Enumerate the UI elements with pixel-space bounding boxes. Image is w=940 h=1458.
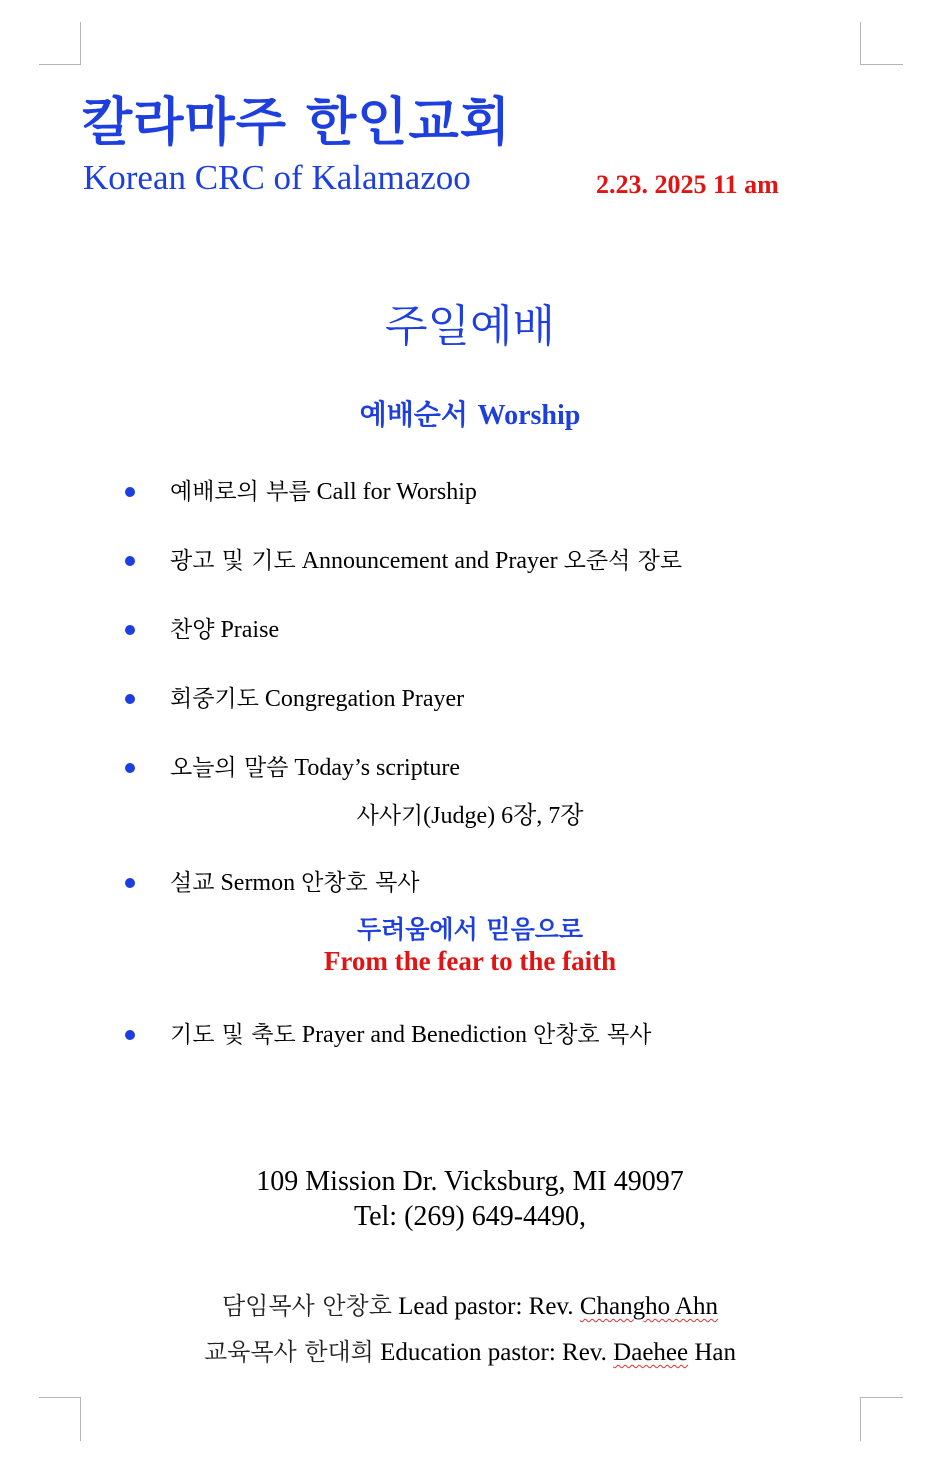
church-name-korean: 칼라마주 한인교회 (82, 93, 511, 153)
church-address: 109 Mission Dr. Vicksburg, MI 49097 (256, 1166, 684, 1197)
crop-mark-tr-v (860, 22, 861, 65)
crop-mark-br-h (860, 1397, 903, 1398)
list-item-text: 기도 및 축도 Prayer and Benediction 안창호 목사 (170, 1022, 652, 1048)
list-item-text: 오늘의 말씀 Today’s scripture (170, 755, 461, 781)
order-heading-korean: 예배순서 (359, 398, 468, 431)
list-item (0, 611, 940, 647)
bullet-icon (125, 625, 135, 635)
education-pastor: 교육목사 한대희 Education pastor: Rev. Daehee Han (203, 1338, 737, 1366)
bullet-icon (125, 878, 135, 888)
church-phone: Tel: (269) 649-4490, (353, 1201, 587, 1232)
crop-mark-tl-v (80, 22, 81, 65)
order-heading (0, 393, 940, 433)
crop-mark-tl-h (39, 64, 81, 65)
bullet-icon (125, 556, 135, 566)
crop-mark-tr-h (860, 64, 903, 65)
bullet-icon (125, 763, 135, 773)
list-item-text: 광고 및 기도 Announcement and Prayer 오준석 장로 (170, 548, 683, 574)
list-item-text: 예배로의 부름 Call for Worship (170, 479, 477, 505)
crop-mark-br-v (860, 1397, 861, 1441)
church-name-english: Korean CRC of Kalamazoo (83, 158, 471, 197)
list-item (0, 473, 940, 509)
list-item-text: 설교 Sermon 안창호 목사 (170, 870, 420, 896)
bullet-icon (125, 487, 135, 497)
crop-mark-bl-v (80, 1397, 81, 1441)
lead-pastor-name: Changho Ahn (579, 1293, 719, 1320)
list-item (0, 680, 940, 716)
scripture-reference: 사사기(Judge) 6장, 7장 (356, 803, 584, 829)
list-item (0, 1016, 940, 1052)
sermon-title-english: From the fear to the faith (323, 946, 617, 976)
service-title: 주일예배 (384, 301, 555, 352)
order-heading-english: Worship (477, 400, 581, 431)
education-pastor-first-name: Daehee (613, 1339, 689, 1366)
bullet-icon (125, 694, 135, 704)
sermon-title-korean: 두려움에서 믿음으로 (356, 915, 584, 944)
service-date: 2.23. 2025 11 am (596, 170, 779, 199)
list-item-text: 회중기도 Congregation Prayer (170, 686, 465, 712)
list-item (0, 864, 940, 900)
bullet-icon (125, 1030, 135, 1040)
crop-mark-bl-h (39, 1397, 81, 1398)
list-item-text: 찬양 Praise (170, 617, 280, 643)
list-item (0, 542, 940, 578)
lead-pastor: 담임목사 안창호 Lead pastor: Rev. Changho Ahn (221, 1292, 719, 1320)
list-item (0, 749, 940, 785)
